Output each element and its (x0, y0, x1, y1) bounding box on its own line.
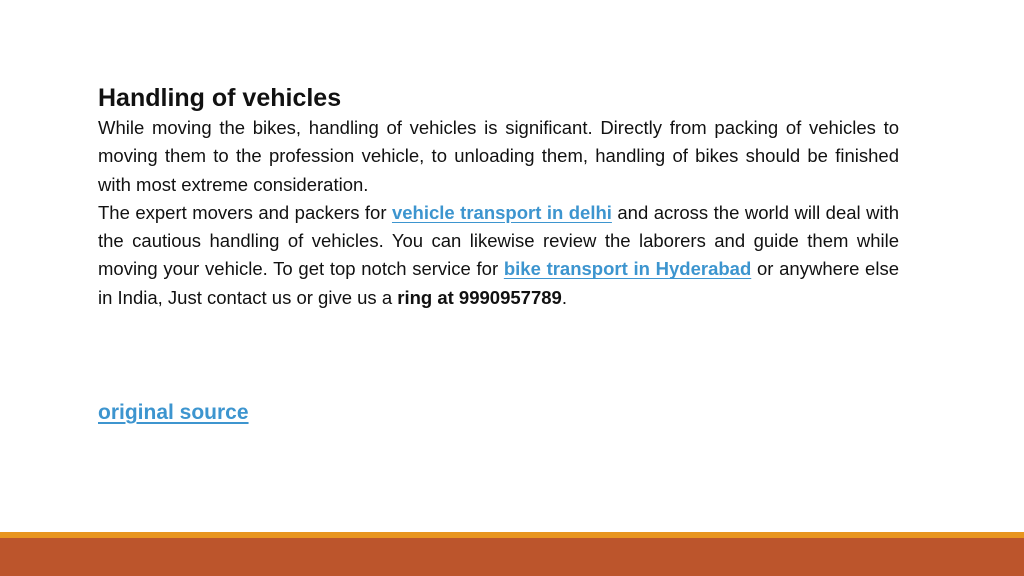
paragraph-intro: While moving the bikes, handling of vehicles is significant. Directly from packing of vehicles to moving them to the profession vehicle, to unloading them, handling of bikes should be finished with most extreme consideration. (98, 117, 899, 195)
paragraph-details (98, 199, 899, 312)
paragraph-text-1: The expert movers and packers for (98, 201, 392, 223)
paragraph-text-4: . (561, 286, 567, 308)
paragraph-text-3: or anywhere else in India, Just contact us or give us a (98, 258, 899, 308)
original-source-link[interactable]: original source (98, 401, 249, 424)
vehicle-transport-delhi-link[interactable]: vehicle transport in delhi (391, 201, 612, 223)
paragraph-text-2: and across the world will deal with the cautious handling of vehicles. You can likewise review the laborers and guide them while moving your vehicle. To get top notch service for (98, 201, 899, 280)
slide-content (98, 82, 899, 312)
bike-transport-hyderabad-link[interactable]: bike transport in Hyderabad (503, 258, 752, 280)
section-heading: Handling of vehicles (98, 84, 342, 112)
footer-bar (0, 538, 1024, 576)
phone-number: ring at 9990957789 (397, 286, 562, 308)
